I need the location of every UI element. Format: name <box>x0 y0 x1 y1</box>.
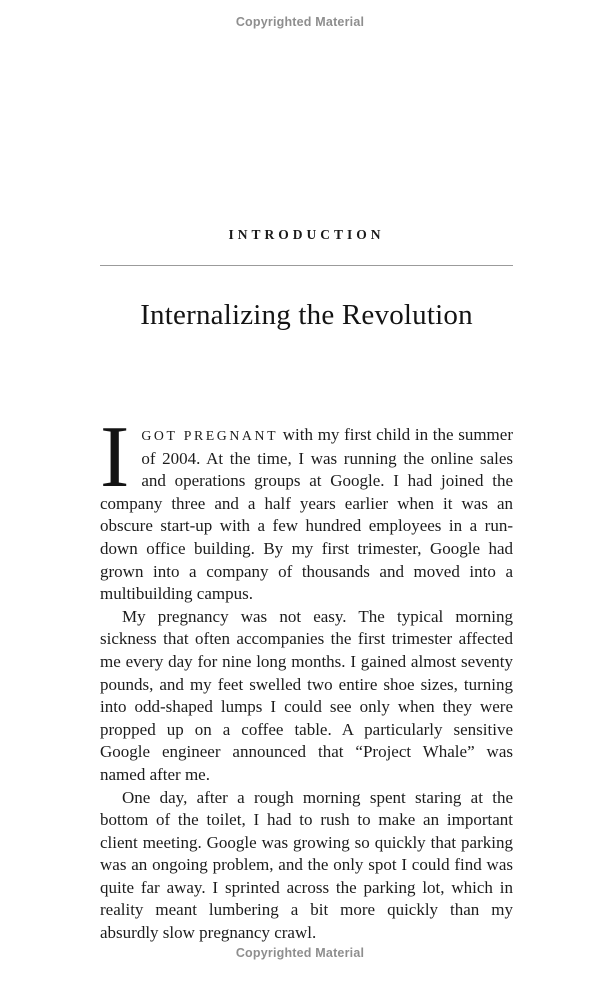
paragraph-1-text: with my first child in the summer of 2004. At the time, I was running the online sales and operations groups at Google. I had joined the company three and a half years earlier when it was an obscure start-up with a few hundred employees in a run-down office building. By my first trimester, Google had grown into a company of thousands and moved into a multibuilding campus. <box>100 425 513 604</box>
chapter-kicker: INTRODUCTION <box>228 227 385 242</box>
paragraph-2: My pregnancy was not easy. The typical morning sickness that often accompanies the first trimester affected me every day for nine long months. I gained almost seventy pounds, and my feet swelled two entire shoe sizes, turning into odd-shaped lumps I could see only when they were propped up on a coffee table. A particularly sensitive Google engineer announced that “Project Whale” was named after me. <box>100 606 513 784</box>
paragraph-1 <box>100 409 513 606</box>
paragraph-3: One day, after a rough morning spent staring at the bottom of the toilet, I had to rush to make an important client meeting. Google was growing so quickly that parking was an ongoing problem, and the only spot I could find was quite far away. I sprinted across the parking lot, which in reality meant lumbering a bit more quickly than my absurdly slow pregnancy crawl. <box>100 787 513 943</box>
body-text <box>100 409 513 945</box>
chapter-title: Internalizing the Revolution <box>140 299 473 331</box>
copyright-notice-bottom: Copyrighted Material <box>235 946 365 960</box>
drop-cap: I <box>100 409 130 506</box>
small-caps-opener: GOT PREGNANT <box>141 428 279 443</box>
copyright-notice-top: Copyrighted Material <box>235 15 365 29</box>
section-divider <box>100 265 513 266</box>
